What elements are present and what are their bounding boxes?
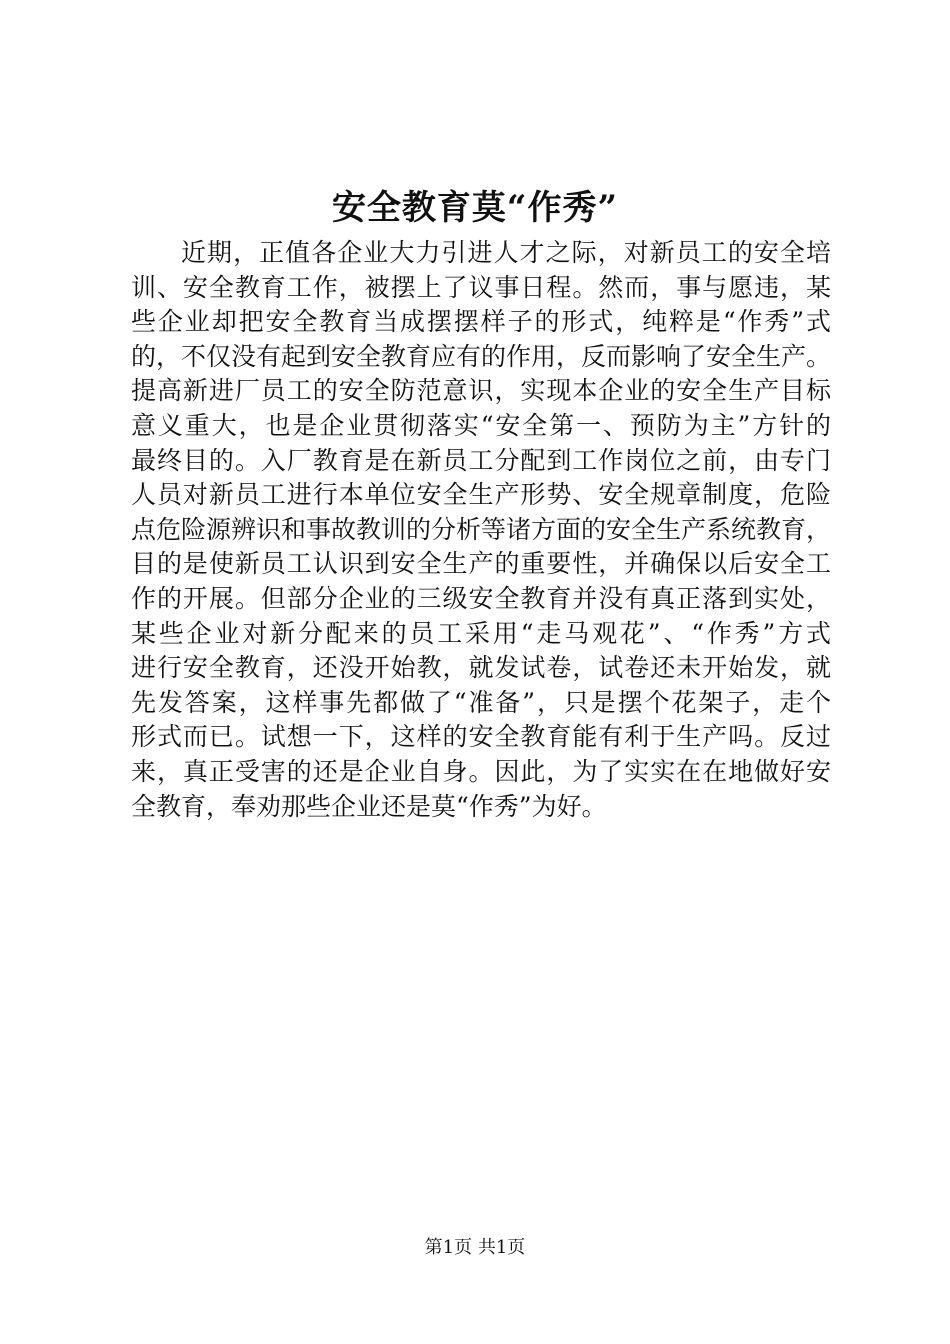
body-line: 形式而已。试想一下，这样的安全教育能有利于生产吗。反过 [131, 722, 831, 752]
body-line: 的，不仅没有起到安全教育应有的作用，反而影响了安全生产。 [131, 341, 832, 371]
body-line: 某些企业对新分配来的员工采用“走马观花”、“作秀”方式 [131, 618, 831, 648]
body-line: 进行安全教育，还没开始教，就发试卷，试卷还未开始发，就 [131, 653, 831, 683]
page-footer: 第1页 共1页 [424, 1237, 526, 1258]
body-line: 些企业却把安全教育当成摆摆样子的形式，纯粹是“作秀”式 [131, 307, 831, 337]
body-line: 全教育，奉劝那些企业还是莫“作秀”为好。 [131, 791, 607, 821]
document-body [131, 236, 831, 824]
body-line: 最终目的。入厂教育是在新员工分配到工作岗位之前，由专门 [131, 445, 831, 475]
body-line: 意义重大，也是企业贯彻落实“安全第一、预防为主”方针的 [131, 410, 831, 440]
body-line: 点危险源辨识和事故教训的分析等诸方面的安全生产系统教育， [131, 514, 832, 544]
body-line: 先发答案，这样事先都做了“准备”，只是摆个花架子，走个 [131, 687, 831, 717]
body-line: 训、安全教育工作，被摆上了议事日程。然而，事与愿违，某 [131, 272, 831, 302]
body-line: 近期，正值各企业大力引进人才之际，对新员工的安全培 [181, 238, 831, 267]
body-line: 作的开展。但部分企业的三级安全教育并没有真正落到实处， [131, 583, 831, 613]
body-line: 人员对新员工进行本单位安全生产形势、安全规章制度，危险 [131, 480, 831, 510]
body-line: 来，真正受害的还是企业自身。因此，为了实实在在地做好安 [131, 756, 831, 786]
body-line: 提高新进厂员工的安全防范意识，实现本企业的安全生产目标 [131, 376, 831, 406]
body-line: 目的是使新员工认识到安全生产的重要性，并确保以后安全工 [131, 549, 831, 579]
document-title: 安全教育莫“作秀” [331, 188, 619, 228]
